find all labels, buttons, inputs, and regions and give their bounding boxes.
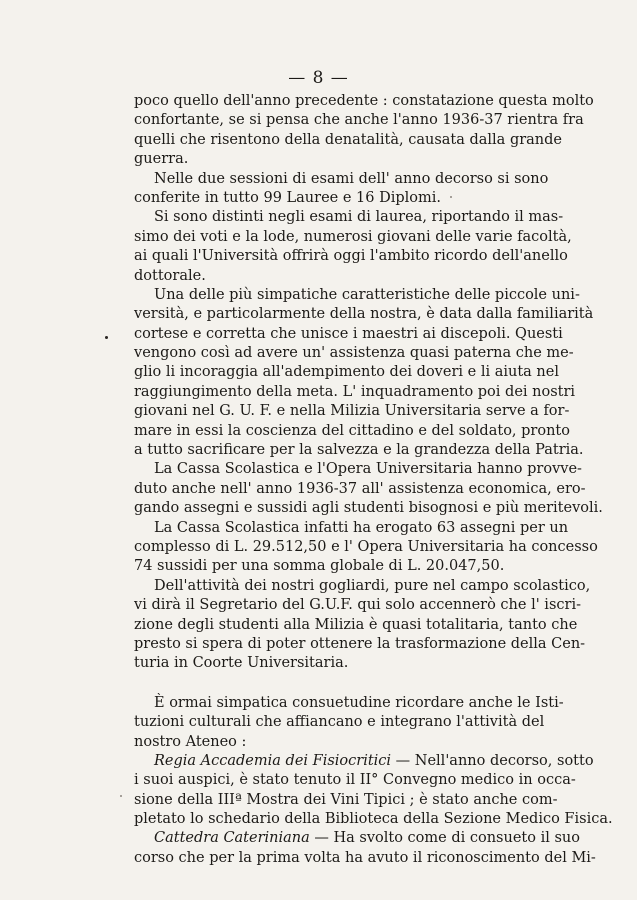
scan-speck — [450, 196, 452, 198]
text-line: gando assegni e sussidi agli studenti bisognosi e più meritevoli. — [134, 500, 603, 517]
text-line: conferite in tutto 99 Lauree e 16 Diplomi. — [134, 189, 441, 206]
text-line: guerra. — [134, 151, 189, 168]
text-line: turia in Coorte Universitaria. — [134, 655, 349, 672]
text-line: Si sono distinti negli esami di laurea, riportando il mas- — [154, 209, 564, 226]
text-line: tuzioni culturali che affiancano e integrano l'attività del — [134, 714, 545, 731]
text-line: Cattedra Cateriniana — Ha svolto come di consueto il suo — [154, 830, 580, 847]
scan-speck — [120, 795, 122, 797]
text-line: pletato lo schedario della Biblioteca della Sezione Medico Fisica. — [134, 811, 613, 828]
text-line: vengono così ad avere un' assistenza quasi paterna che me- — [134, 345, 574, 362]
text-line: glio li incoraggia all'adempimento dei doveri e li aiuta nel — [134, 364, 559, 381]
text-line: La Cassa Scolastica e l'Opera Universitaria hanno provve- — [154, 461, 582, 478]
text-line: sione della IIIª Mostra dei Vini Tipici ; è stato anche com- — [134, 791, 558, 808]
text-line: zione degli studenti alla Milizia è quasi totalitaria, tanto che — [134, 616, 578, 633]
text-line: nostro Ateneo : — [134, 733, 247, 750]
text-line: confortante, se si pensa che anche l'anno 1936-37 rientra fra — [134, 112, 584, 129]
text-line: poco quello dell'anno precedente : constatazione questa molto — [134, 93, 594, 109]
text-line: Una delle più simpatiche caratteristiche delle piccole uni- — [154, 286, 580, 303]
text-line: versità, e particolarmente della nostra, è data dalla familiarità — [134, 306, 594, 323]
text-line: raggiungimento della meta. L' inquadramento poi dei nostri — [134, 383, 576, 400]
body-text — [134, 92, 613, 868]
text-line: complesso di L. 29.512,50 e l' Opera Universitaria ha concesso — [134, 538, 598, 555]
text-line: simo dei voti e la lode, numerosi giovani delle varie facoltà, — [134, 228, 572, 245]
text-line: mare in essi la coscienza del cittadino e del soldato, pronto — [134, 422, 570, 439]
text-line: cortese e corretta che unisce i maestri ai discepoli. Questi — [134, 325, 563, 342]
scan-speck — [105, 336, 108, 339]
institution-name-cateriniana: Cattedra Cateriniana — [154, 830, 310, 847]
text-line: giovani nel G. U. F. e nella Milizia Universitaria serve a for- — [134, 403, 570, 420]
section-gap — [134, 674, 544, 694]
page-number: — 8 — — [288, 68, 349, 88]
text-line: i suoi auspici, è stato tenuto il II° Convegno medico in occa- — [134, 772, 576, 789]
text-line: vi dirà il Segretario del G.U.F. qui solo accennerò che l' iscri- — [134, 597, 581, 614]
text-line: Dell'attività dei nostri gogliardi, pure nel campo scolastico, — [154, 577, 591, 594]
text-line: ai quali l'Università offrirà oggi l'ambito ricordo dell'anello — [134, 248, 568, 265]
institution-name-accademia: Regia Accademia dei Fisiocritici — [154, 752, 392, 769]
text-line: La Cassa Scolastica infatti ha erogato 63 assegni per un — [154, 519, 569, 536]
text-line: Nelle due sessioni di esami dell' anno decorso si sono — [154, 170, 549, 187]
text-line: presto si spera di poter ottenere la trasformazione della Cen- — [134, 635, 586, 652]
text-line: 74 sussidi per una somma globale di L. 20.047,50. — [134, 558, 505, 575]
text-line: corso che per la prima volta ha avuto il riconoscimento del Mi- — [134, 849, 596, 866]
text-line: duto anche nell' anno 1936-37 all' assistenza economica, ero- — [134, 480, 586, 497]
text-line: a tutto sacrificare per la salvezza e la grandezza della Patria. — [134, 442, 584, 459]
text-line: dottorale. — [134, 267, 206, 284]
text-line: quelli che risentono della denatalità, causata dalla grande — [134, 131, 562, 148]
text-line: Regia Accademia dei Fisiocritici — Nell'anno decorso, sotto — [154, 752, 594, 769]
text-line: È ormai simpatica consuetudine ricordare anche le Isti- — [154, 694, 564, 711]
